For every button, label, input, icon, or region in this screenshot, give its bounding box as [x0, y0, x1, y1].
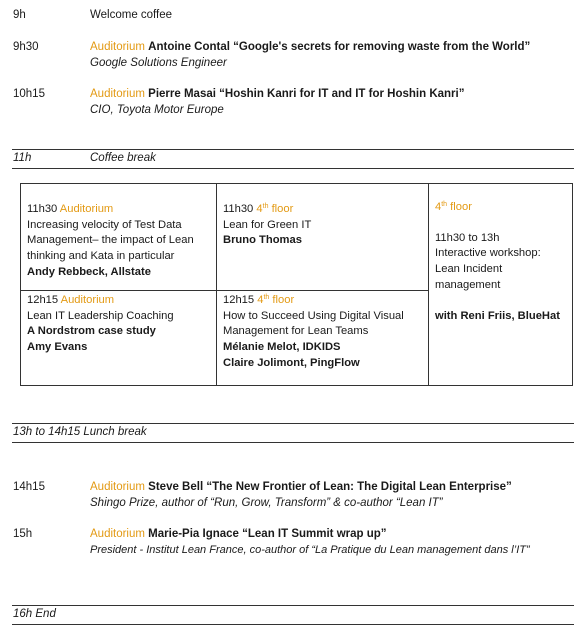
talk-title: “The New Frontier of Lean: The Digital Lean Enterprise” — [206, 481, 512, 493]
divider — [12, 168, 574, 169]
talk-line-bell — [90, 481, 512, 493]
time-10h15: 10h15 — [13, 88, 45, 100]
speaker-name: Pierre Masai — [148, 88, 216, 100]
session-speaker: Amy Evans — [27, 341, 88, 354]
talk-title: “Hoshin Kanri for IT and IT for Hoshin Kanri” — [219, 88, 465, 100]
speaker-name: Steve Bell — [148, 481, 204, 493]
coffee-break-label: Coffee break — [90, 152, 156, 164]
talk-title: “Lean IT Summit wrap up” — [242, 528, 387, 540]
room-label: 4th floor — [256, 203, 294, 215]
session-time: 11h30 — [223, 203, 254, 215]
speaker-affiliation: President - Institut Lean France, co-author of “La Pratique du Lean management dans l’IT” — [90, 544, 530, 556]
room-label: Auditorium — [60, 294, 115, 306]
end-label: 16h End — [13, 608, 56, 620]
session-subtitle: A Nordstrom case study — [27, 325, 156, 338]
speaker-affiliation: CIO, Toyota Motor Europe — [90, 104, 224, 116]
session-time: 12h15 — [223, 294, 255, 306]
room-label: Auditorium — [90, 41, 145, 53]
speaker-name: Antoine Contal — [148, 41, 230, 53]
divider — [12, 423, 574, 424]
session-speaker: Andy Rebbeck, Allstate — [27, 265, 151, 278]
session-speaker: Bruno Thomas — [223, 234, 302, 247]
time-9h30: 9h30 — [13, 41, 39, 53]
session-cell — [217, 291, 429, 386]
session-title: Increasing velocity of Test Data Management– the impact of Lean thinking and Kata in particular — [27, 218, 194, 263]
talk-line-contal — [90, 41, 530, 53]
time-14h15: 14h15 — [13, 481, 45, 493]
coffee-break-time: 11h — [13, 152, 32, 164]
lunch-break-label: 13h to 14h15 Lunch break — [13, 426, 147, 438]
divider — [12, 605, 574, 606]
divider — [12, 149, 574, 150]
session-title: Lean IT Leadership Coaching — [27, 309, 174, 322]
talk-title: “Google's secrets for removing waste from the World” — [233, 41, 531, 53]
session-cell — [217, 184, 429, 291]
session-title: How to Succeed Using Digital Visual Management for Lean Teams — [223, 309, 404, 338]
room-label: Auditorium — [90, 88, 145, 100]
session-title: Interactive workshop: Lean Incident management — [435, 247, 541, 291]
session-cell — [21, 184, 217, 291]
talk-line-masai — [90, 88, 464, 100]
room-label: 4th floor — [435, 201, 472, 213]
session-title: Lean for Green IT — [223, 218, 312, 231]
session-speaker: Claire Jolimont, PingFlow — [223, 356, 360, 369]
speaker-name: Marie-Pia Ignace — [148, 528, 239, 540]
session-cell — [21, 291, 217, 386]
session-cell-workshop — [429, 184, 573, 386]
divider — [12, 624, 574, 625]
welcome-coffee-title: Welcome coffee — [90, 9, 173, 21]
session-time: 11h30 to 13h — [435, 231, 500, 244]
room-label: Auditorium — [90, 528, 145, 540]
divider — [12, 442, 574, 443]
session-speaker: Mélanie Melot, IDKIDS — [223, 341, 341, 354]
room-label: Auditorium — [59, 203, 114, 215]
speaker-affiliation: Google Solutions Engineer — [90, 57, 227, 69]
parallel-sessions-table — [20, 183, 573, 386]
talk-line-ignace — [90, 528, 387, 540]
room-label: Auditorium — [90, 481, 145, 493]
time-9h: 9h — [13, 9, 26, 21]
session-time: 11h30 — [27, 203, 58, 215]
session-time: 12h15 — [27, 294, 59, 306]
room-label: 4th floor — [257, 294, 295, 306]
session-speaker: with Reni Friis, BlueHat — [435, 309, 560, 322]
speaker-affiliation: Shingo Prize, author of “Run, Grow, Transform” & co-author “Lean IT” — [90, 497, 443, 509]
time-15h: 15h — [13, 528, 33, 540]
